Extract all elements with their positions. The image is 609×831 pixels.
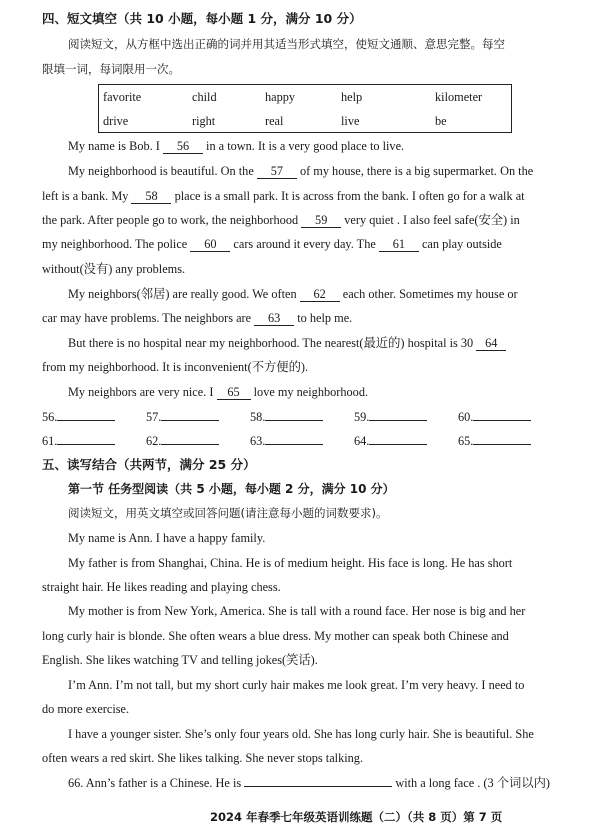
passage2-line8: do more exercise. bbox=[42, 702, 130, 716]
passage1-line9: But there is no hospital near my neighborhood. The nearest(最近的) hospital is 30 64 bbox=[68, 335, 506, 351]
blank-60[interactable]: 60 bbox=[190, 238, 230, 252]
passage1-line11: My neighbors are very nice. I 65 love my neighborhood. bbox=[68, 385, 369, 399]
passage2-line6: English. She likes watching TV and telling jokes(笑话). bbox=[42, 653, 318, 667]
answer-62[interactable]: 62. bbox=[146, 432, 219, 449]
word-box bbox=[98, 84, 512, 133]
word-be: be bbox=[435, 114, 447, 128]
answer-63[interactable]: 63. bbox=[250, 432, 323, 449]
passage1-line10: from my neighborhood. It is inconvenient(不方便的). bbox=[42, 360, 309, 374]
answer-line[interactable] bbox=[57, 408, 115, 421]
blank-63[interactable]: 63 bbox=[254, 312, 294, 326]
word-kilometer: kilometer bbox=[435, 90, 483, 104]
passage2-line9: I have a younger sister. She’s only four years old. She has long curly hair. She is beautiful. She bbox=[68, 727, 534, 741]
word-child: child bbox=[192, 90, 217, 104]
answer-line[interactable] bbox=[265, 432, 323, 445]
passage1-line1: My name is Bob. I 56 in a town. It is a very good place to live. bbox=[68, 139, 405, 153]
passage2-line2: My father is from Shanghai, China. He is of medium height. His face is long. He has short bbox=[68, 556, 513, 570]
word-live: live bbox=[341, 114, 360, 128]
word-happy: happy bbox=[265, 90, 296, 104]
question-66: 66. Ann’s father is a Chinese. He is with a long face . (3 个词以内) bbox=[68, 776, 551, 790]
passage2-line5: long curly hair is blonde. She often wears a blue dress. My mother can speak both Chinese and bbox=[42, 629, 509, 643]
answer-61[interactable]: 61. bbox=[42, 432, 115, 449]
passage1-line4: the park. After people go to work, the neighborhood 59 very quiet . I also feel safe(安全) in bbox=[42, 213, 520, 227]
page-footer: 2024 年春季七年级英语训练题（二）（共 8 页）第 7 页 bbox=[210, 810, 503, 824]
section4-instruction-line2: 限填一词，每词限用一次。 bbox=[42, 62, 180, 76]
section5-heading: 五、读写结合（共两节，满分 25 分） bbox=[42, 457, 256, 472]
word-drive: drive bbox=[103, 114, 129, 128]
answer-59[interactable]: 59. bbox=[354, 408, 427, 425]
passage2-line1: My name is Ann. I have a happy family. bbox=[68, 531, 266, 545]
answer-line[interactable] bbox=[161, 408, 219, 421]
answer-57[interactable]: 57. bbox=[146, 408, 219, 425]
answer-58[interactable]: 58. bbox=[250, 408, 323, 425]
passage1-line5: my neighborhood. The police 60 cars around it every day. The 61 can play outside bbox=[42, 237, 502, 251]
answer-line[interactable] bbox=[369, 432, 427, 445]
passage1-line6: without(没有) any problems. bbox=[42, 262, 186, 276]
word-right: right bbox=[192, 114, 216, 128]
passage1-line7: My neighbors(邻居) are really good. We often 62 each other. Sometimes my house or bbox=[68, 287, 518, 301]
section4-heading: 四、短文填空（共 10 小题，每小题 1 分，满分 10 分） bbox=[42, 11, 362, 26]
blank-64[interactable]: 64 bbox=[476, 337, 506, 351]
answer-line[interactable] bbox=[369, 408, 427, 421]
answer-line[interactable] bbox=[473, 432, 531, 445]
blank-62[interactable]: 62 bbox=[300, 288, 340, 302]
blank-58[interactable]: 58 bbox=[131, 190, 171, 204]
answer-line[interactable] bbox=[57, 432, 115, 445]
word-favorite: favorite bbox=[103, 90, 142, 104]
section5-subheading: 第一节 任务型阅读（共 5 小题，每小题 2 分，满分 10 分） bbox=[68, 482, 395, 496]
answer-line[interactable] bbox=[161, 432, 219, 445]
passage2-line4: My mother is from New York, America. She is tall with a round face. Her nose is big and her bbox=[68, 604, 526, 618]
blank-56[interactable]: 56 bbox=[163, 140, 203, 154]
word-help: help bbox=[341, 90, 363, 104]
answer-56[interactable]: 56. bbox=[42, 408, 115, 425]
question-66-answer-line[interactable] bbox=[244, 786, 392, 787]
passage2-line10: often wears a red skirt. She likes talking. She never stops talking. bbox=[42, 751, 364, 765]
answer-60[interactable]: 60. bbox=[458, 408, 531, 425]
answer-line[interactable] bbox=[473, 408, 531, 421]
passage1-line8: car may have problems. The neighbors are 63 to help me. bbox=[42, 311, 353, 325]
word-real: real bbox=[265, 114, 284, 128]
blank-59[interactable]: 59 bbox=[301, 214, 341, 228]
blank-65[interactable]: 65 bbox=[217, 386, 251, 400]
section5-instruction: 阅读短文，用英文填空或回答问题(请注意每小题的词数要求)。 bbox=[68, 506, 388, 520]
blank-57[interactable]: 57 bbox=[257, 165, 297, 179]
section4-instruction-line1: 阅读短文，从方框中选出正确的词并用其适当形式填空，使短文通顺、意思完整。每空 bbox=[68, 37, 505, 51]
blank-61[interactable]: 61 bbox=[379, 238, 419, 252]
passage1-line2: My neighborhood is beautiful. On the 57 of my house, there is a big supermarket. On the bbox=[68, 164, 534, 178]
passage2-line3: straight hair. He likes reading and playing chess. bbox=[42, 580, 281, 594]
passage1-line3: left is a bank. My 58 place is a small park. It is across from the bank. I often go for a walk at bbox=[42, 189, 525, 203]
passage2-line7: I’m Ann. I’m not tall, but my short curly hair makes me look great. I’m very heavy. I need to bbox=[68, 678, 525, 692]
answer-line[interactable] bbox=[265, 408, 323, 421]
answer-65[interactable]: 65. bbox=[458, 432, 531, 449]
answer-64[interactable]: 64. bbox=[354, 432, 427, 449]
